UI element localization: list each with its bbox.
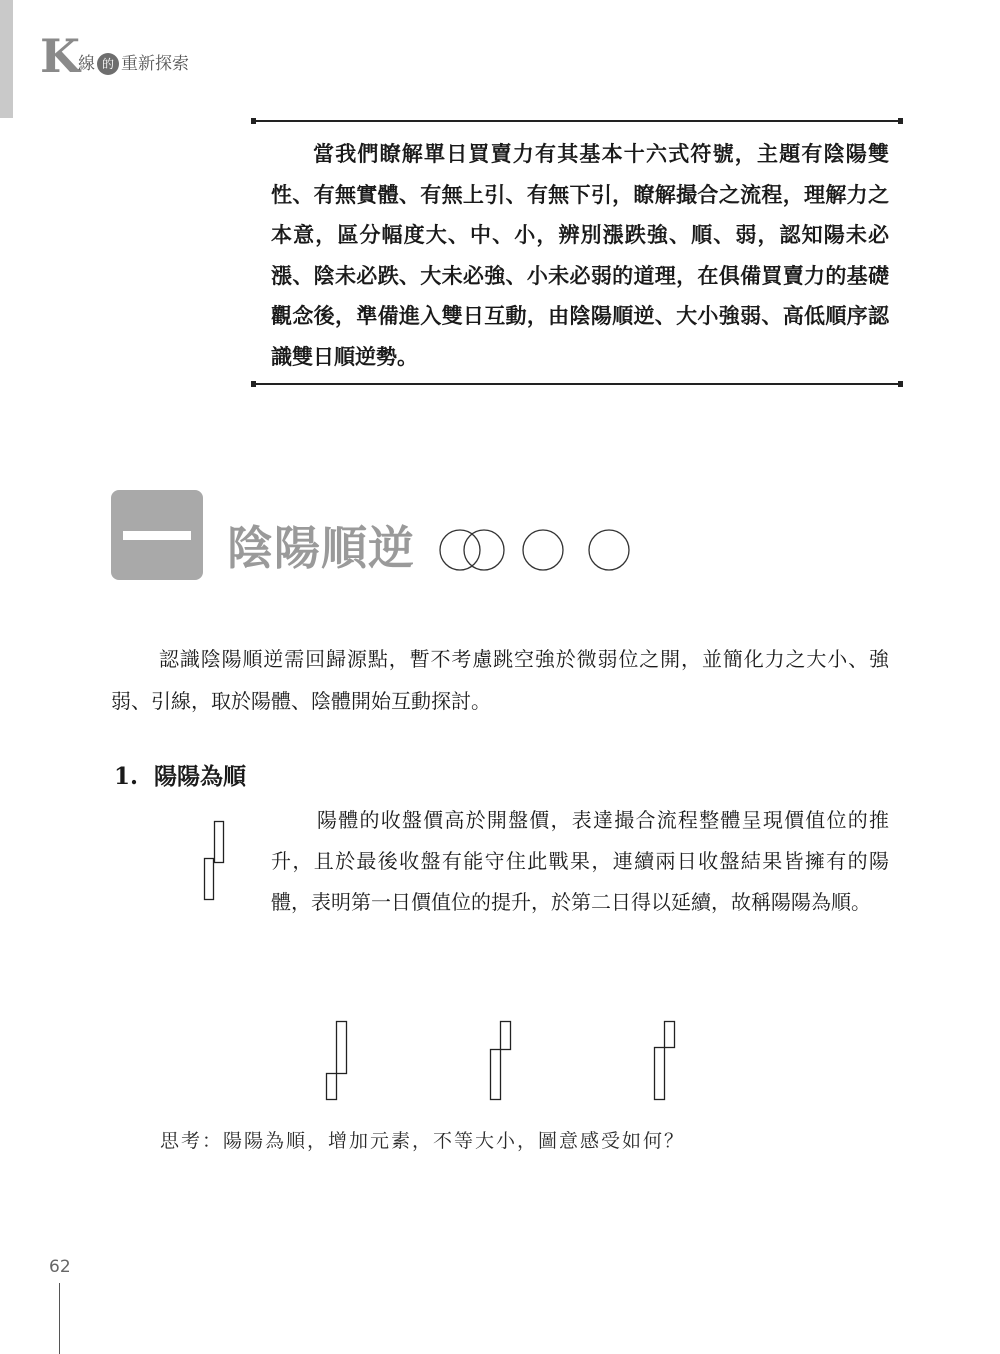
subsection-number: 1.: [114, 763, 139, 790]
body-text: 陽體的收盤價高於開盤價，表達撮合流程整體呈現價值位的推升，且於最後收盤有能守住此戰果，連續兩日收盤結果皆擁有的陽體，表明第一日價值位的提升，於第二日得以延續，故稱陽陽為順。: [271, 808, 889, 914]
header-k-letter: K: [40, 29, 80, 83]
section-number-glyph: [123, 531, 191, 540]
summary-top-rule: [253, 120, 901, 122]
candle-pair-example-1-icon: [322, 1018, 352, 1104]
section-number-box: [111, 490, 203, 580]
thought-prompt: 思考：陽陽為順，增加元素，不等大小，圖意感受如何？: [160, 1130, 686, 1152]
candle-pair-example-2-icon: [487, 1018, 517, 1104]
page-edge-bar: [0, 0, 13, 118]
subsection-title: 陽陽為順: [154, 764, 247, 790]
two-yang-candles-icon: [202, 818, 228, 904]
decorative-circles-icon: [438, 528, 638, 576]
candle-pair-example-3-icon: [650, 1018, 680, 1104]
subsection-heading: [114, 762, 246, 792]
page-number: 62: [49, 1257, 71, 1277]
header-title: [78, 50, 189, 78]
intro-paragraph: [111, 638, 889, 722]
intro-text: 認識陰陽順逆需回歸源點，暫不考慮跳空強於微弱位之開，並簡化力之大小、強弱、引線，取於陽體、陰體開始互動探討。: [111, 647, 889, 713]
body-paragraph: [271, 800, 889, 923]
header-title-part1: 線: [78, 54, 95, 74]
summary-text: 當我們瞭解單日買賣力有其基本十六式符號，主題有陰陽雙性、有無實體、有無上引、有無下引，瞭解撮合之流程，理解力之本意，區分幅度大、中、小，辨別漲跌強、順、弱，認知陽未必漲、陰未必跌、大未必強、小未必弱的道理，在俱備買賣力的基礎觀念後，準備進入雙日互動，由陰陽順逆、大小強弱、高低順序認識雙日順逆勢。: [271, 142, 889, 369]
header-de-badge: 的: [97, 53, 119, 75]
section-title: 陰陽順逆: [227, 521, 415, 575]
header-title-part2: 重新探索: [121, 54, 189, 74]
page-number-rule: [59, 1283, 60, 1354]
summary-box: [271, 134, 889, 377]
summary-bottom-rule: [253, 383, 901, 385]
